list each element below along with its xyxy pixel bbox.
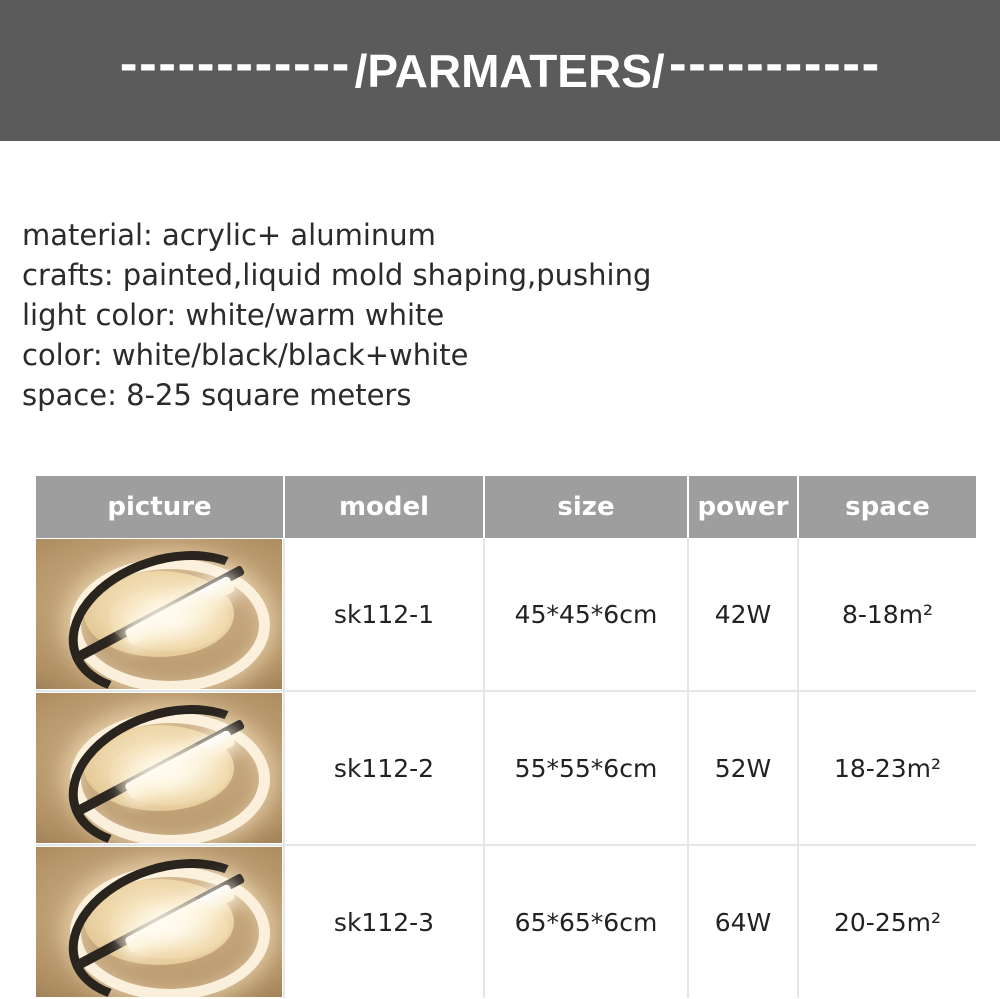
cell-space: 8-18m²: [798, 538, 976, 691]
table-body: [36, 538, 976, 998]
column-header-power: power: [688, 476, 798, 538]
cell-model: sk112-2: [284, 691, 484, 845]
table-row: [36, 691, 976, 845]
spec-color: color: white/black/black+white: [22, 338, 469, 372]
cell-size: 65*65*6cm: [484, 845, 688, 998]
cell-power: 64W: [688, 845, 798, 998]
column-header-picture: picture: [36, 476, 284, 538]
spec-crafts: crafts: painted,liquid mold shaping,pushing: [22, 258, 652, 292]
spec-light-color: light color: white/warm white: [22, 298, 445, 332]
lamp-glow: [109, 895, 229, 959]
product-image-cell: [36, 845, 284, 998]
cell-space: 20-25m²: [798, 845, 976, 998]
cell-model: sk112-3: [284, 845, 484, 998]
ceiling-lamp-photo-icon: [36, 847, 282, 997]
parameter-table: [36, 476, 976, 998]
spec-space: space: 8-25 square meters: [22, 378, 412, 412]
parameter-table-wrapper: [36, 476, 976, 998]
spec-material: material: acrylic+ aluminum: [22, 218, 436, 252]
table-row: [36, 845, 976, 998]
table-header: [36, 476, 976, 538]
lamp-glow: [109, 741, 229, 805]
cell-power: 52W: [688, 691, 798, 845]
cell-power: 42W: [688, 538, 798, 691]
page-header-banner: [0, 0, 1000, 141]
column-header-space: space: [798, 476, 976, 538]
banner-dash-left: ------------: [119, 39, 351, 91]
specification-list: [22, 215, 922, 415]
column-header-model: model: [284, 476, 484, 538]
ceiling-lamp-photo-icon: [36, 539, 282, 689]
ceiling-lamp-photo-icon: [36, 693, 282, 843]
page-title: /PARMATERS/: [354, 44, 665, 97]
product-image-cell: [36, 538, 284, 691]
product-image-cell: [36, 691, 284, 845]
table-row: [36, 538, 976, 691]
banner-dash-right: -----------: [668, 39, 881, 91]
cell-size: 45*45*6cm: [484, 538, 688, 691]
cell-model: sk112-1: [284, 538, 484, 691]
cell-space: 18-23m²: [798, 691, 976, 845]
column-header-size: size: [484, 476, 688, 538]
table-header-row: [36, 476, 976, 538]
cell-size: 55*55*6cm: [484, 691, 688, 845]
banner-content: [119, 39, 881, 97]
lamp-glow: [109, 587, 229, 651]
